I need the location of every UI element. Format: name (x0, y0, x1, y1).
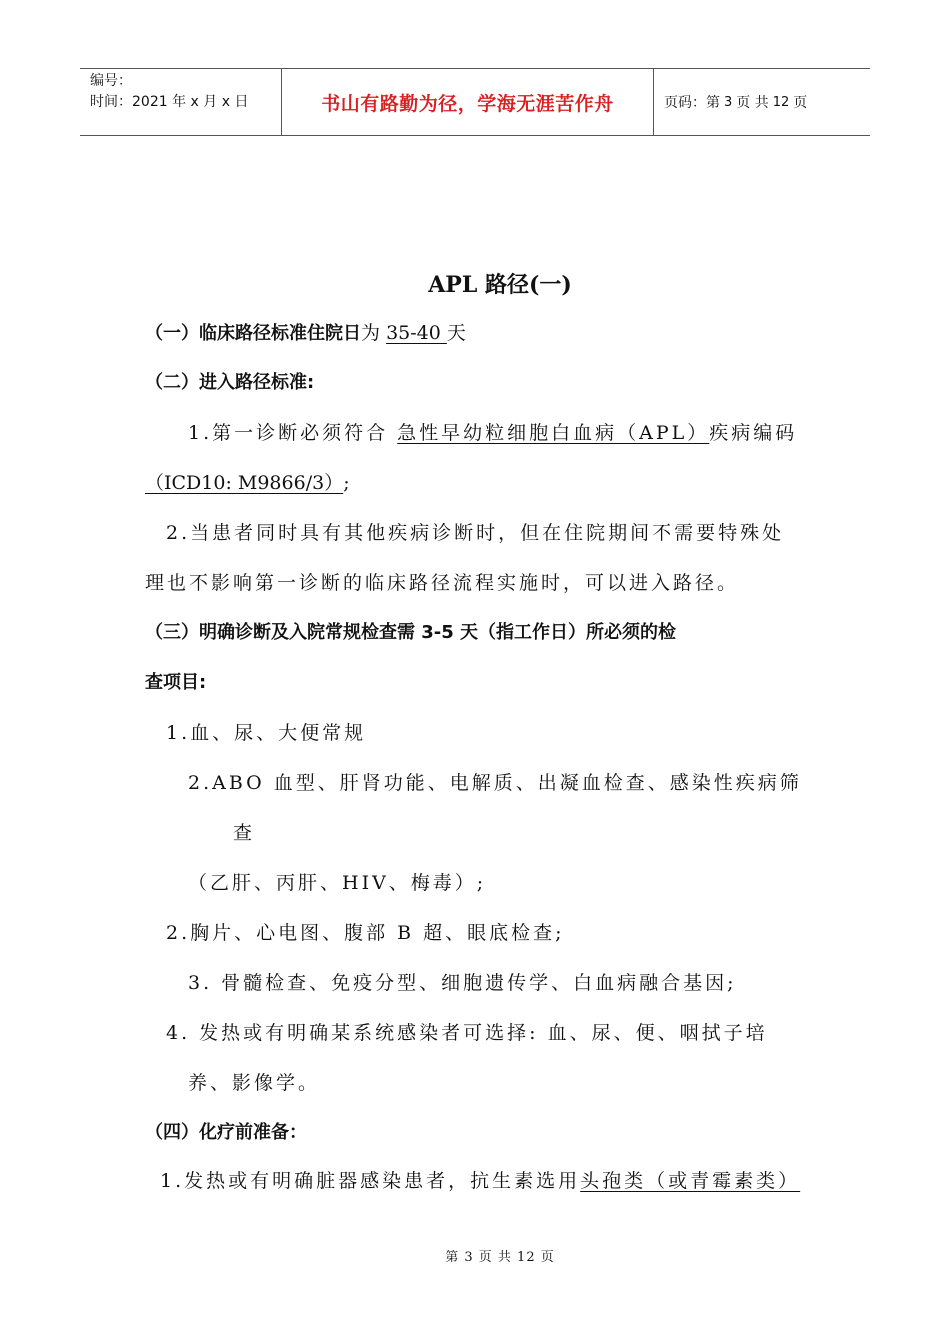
header-table (80, 68, 870, 136)
section-1-heading: （一）临床路径标准住院日 (145, 323, 361, 344)
page-total: 12 (772, 94, 790, 110)
page-current: 3 (724, 94, 733, 110)
page-label: 页码：第 (664, 95, 720, 111)
section-1 (145, 320, 466, 347)
item-1-end: ; (343, 472, 350, 494)
time-year: 2021 (132, 94, 168, 110)
section-3-item-4: 3. 骨髓检查、免疫分型、细胞遗传学、白血病融合基因; (188, 972, 737, 994)
page-mid: 页 共 (736, 95, 769, 111)
section-2-item-2-line-1: 2.当患者同时具有其他疾病诊断时，但在住院期间不需要特殊处 (166, 522, 785, 544)
section-3-item-2-line-1: 2.ABO 血型、肝肾功能、电解质、出凝血检查、感染性疾病筛 (188, 772, 802, 794)
section-4-item-1 (160, 1168, 800, 1194)
section-1-suffix: 为 (361, 322, 381, 344)
section-4-item-1-prefix: 1.发热或有明确脏器感染患者，抗生素选用 (160, 1170, 581, 1192)
section-2-item-1 (188, 420, 797, 446)
document-title: APL 路径(一) (428, 272, 572, 298)
section-3-heading-line-2: 查项目: (145, 672, 207, 693)
header-page-cell (654, 69, 870, 135)
section-2-heading: （二）进入路径标准: (145, 372, 315, 393)
section-3-item-1: 1.血、尿、大便常规 (166, 722, 367, 744)
header-motto: 书山有路勤为径，学海无涯苦作舟 (282, 69, 654, 135)
serial-label: 编号： (90, 73, 132, 89)
section-3-item-2-line-2: 查 (233, 822, 256, 844)
section-3-item-3: 2.胸片、心电图、腹部 B 超、眼底检查; (166, 922, 565, 944)
section-3-item-5-line-2: 养、影像学。 (188, 1072, 321, 1094)
section-2-item-1-code-line (145, 470, 350, 496)
item-1-disease: 急性早幼粒细胞白血病（APL） (397, 422, 710, 444)
time-rest: 年 x 月 x 日 (172, 94, 249, 110)
section-1-days: 35-40 (386, 322, 447, 344)
section-3-heading-line-1: （三）明确诊断及入院常规检查需 3-5 天（指工作日）所必须的检 (145, 622, 677, 643)
item-1-suffix: 疾病编码 (709, 422, 798, 444)
header-meta-cell (80, 69, 282, 135)
time-line (90, 92, 281, 113)
page-footer: 第 3 页 共 12 页 (445, 1250, 555, 1265)
section-4-item-1-drug: 头孢类（或青霉素类） (580, 1170, 801, 1192)
item-1-code: （ICD10: M9866/3） (145, 472, 344, 494)
section-3-item-2-line-3: （乙肝、丙肝、HIV、梅毒）; (188, 872, 487, 894)
section-4-heading: （四）化疗前准备： (145, 1122, 307, 1143)
section-2-item-2-line-2: 理也不影响第一诊断的临床路径流程实施时，可以进入路径。 (145, 572, 740, 594)
section-3-item-5-line-1: 4. 发热或有明确某系统感染者可选择: 血、尿、便、咽拭子培 (166, 1022, 768, 1044)
item-1-prefix: 1.第一诊断必须符合 (188, 422, 398, 444)
time-label: 时间： (90, 94, 132, 110)
page-end: 页 (793, 95, 808, 111)
section-1-unit: 天 (446, 322, 466, 344)
